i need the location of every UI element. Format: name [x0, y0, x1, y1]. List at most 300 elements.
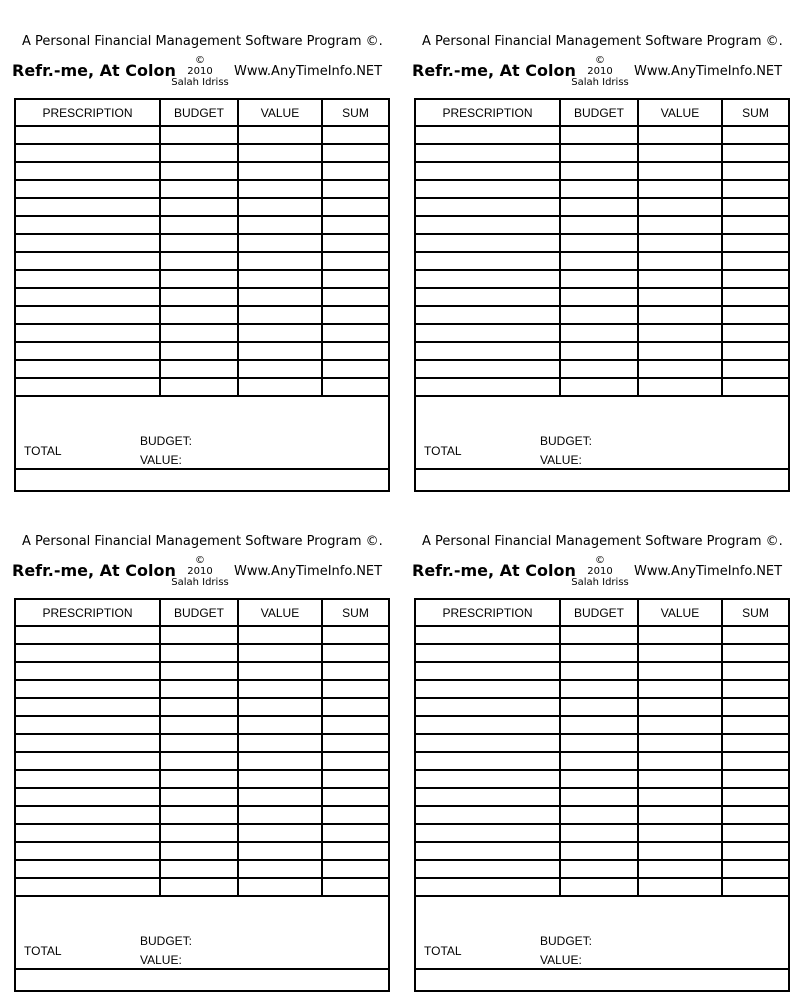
- entry-cell[interactable]: [322, 378, 388, 396]
- form-sheet: [414, 98, 790, 492]
- entry-cell[interactable]: [322, 662, 388, 680]
- entry-cell[interactable]: [416, 626, 560, 644]
- value-total-label: VALUE:: [540, 453, 582, 467]
- entry-cell[interactable]: [416, 288, 560, 306]
- column-header: PRESCRIPTION: [16, 100, 160, 126]
- entry-cell[interactable]: [722, 626, 788, 644]
- entry-cell[interactable]: [560, 644, 638, 662]
- brand-title: Refr.-me, At Colon: [12, 61, 176, 80]
- budget-total-label: BUDGET:: [140, 434, 193, 448]
- entry-cell[interactable]: [416, 180, 560, 198]
- entry-cell[interactable]: [160, 878, 238, 896]
- entry-cell[interactable]: [638, 180, 722, 198]
- entry-cell[interactable]: [638, 788, 722, 806]
- entry-cell[interactable]: [560, 662, 638, 680]
- entry-cell[interactable]: [722, 878, 788, 896]
- copyright-symbol: ©: [595, 55, 605, 66]
- divider: [416, 468, 788, 470]
- entry-cell[interactable]: [722, 180, 788, 198]
- entry-cell[interactable]: [638, 342, 722, 360]
- entry-cell[interactable]: [322, 824, 388, 842]
- copyright-symbol: ©: [195, 555, 205, 566]
- entry-cell[interactable]: [238, 324, 322, 342]
- entry-cell[interactable]: [638, 252, 722, 270]
- entry-cell[interactable]: [322, 252, 388, 270]
- entry-cell[interactable]: [638, 288, 722, 306]
- entry-cell[interactable]: [638, 144, 722, 162]
- entry-cell[interactable]: [638, 806, 722, 824]
- entry-cell[interactable]: [238, 252, 322, 270]
- entry-cell[interactable]: [16, 770, 160, 788]
- entry-cell[interactable]: [322, 716, 388, 734]
- total-label: TOTAL: [24, 944, 62, 958]
- entry-cell[interactable]: [160, 644, 238, 662]
- entry-cell[interactable]: [322, 698, 388, 716]
- entry-cell[interactable]: [238, 716, 322, 734]
- form-sheet: [14, 598, 390, 992]
- entry-cell[interactable]: [560, 770, 638, 788]
- entry-cell[interactable]: [160, 698, 238, 716]
- entry-cell[interactable]: [416, 378, 560, 396]
- entry-cell[interactable]: [560, 198, 638, 216]
- entry-cell[interactable]: [238, 234, 322, 252]
- entry-cell[interactable]: [722, 752, 788, 770]
- entry-cell[interactable]: [638, 306, 722, 324]
- entry-cell[interactable]: [638, 216, 722, 234]
- entry-cell[interactable]: [722, 806, 788, 824]
- budget-total-label: BUDGET:: [140, 934, 193, 948]
- entry-cell[interactable]: [238, 788, 322, 806]
- entry-cell[interactable]: [160, 162, 238, 180]
- entry-cell[interactable]: [416, 126, 560, 144]
- entry-cell[interactable]: [16, 216, 160, 234]
- entry-cell[interactable]: [560, 626, 638, 644]
- entry-cell[interactable]: [416, 770, 560, 788]
- entry-cell[interactable]: [638, 842, 722, 860]
- entry-cell[interactable]: [16, 860, 160, 878]
- entry-cell[interactable]: [16, 144, 160, 162]
- entry-cell[interactable]: [722, 716, 788, 734]
- entry-cell[interactable]: [16, 324, 160, 342]
- entry-cell[interactable]: [722, 824, 788, 842]
- author-name: Salah Idriss: [171, 77, 229, 88]
- entry-cell[interactable]: [238, 216, 322, 234]
- entry-cell[interactable]: [416, 144, 560, 162]
- entry-cell[interactable]: [722, 198, 788, 216]
- entry-cell[interactable]: [722, 842, 788, 860]
- entry-cell[interactable]: [160, 144, 238, 162]
- entry-cell[interactable]: [16, 662, 160, 680]
- entry-cell[interactable]: [322, 770, 388, 788]
- entry-cell[interactable]: [322, 626, 388, 644]
- column-header: BUDGET: [160, 600, 238, 626]
- entry-cell[interactable]: [238, 288, 322, 306]
- budget-form-card: [412, 500, 800, 970]
- divider: [16, 968, 388, 970]
- entry-cell[interactable]: [560, 842, 638, 860]
- entry-cell[interactable]: [160, 734, 238, 752]
- entry-cell[interactable]: [416, 306, 560, 324]
- column-header: SUM: [722, 600, 788, 626]
- total-section: [16, 933, 388, 970]
- entry-cell[interactable]: [560, 126, 638, 144]
- budget-total-label: BUDGET:: [540, 934, 593, 948]
- entry-cell[interactable]: [238, 734, 322, 752]
- entry-cell[interactable]: [722, 378, 788, 396]
- column-header: SUM: [322, 600, 388, 626]
- entry-cell[interactable]: [416, 234, 560, 252]
- entry-cell[interactable]: [16, 626, 160, 644]
- entry-cell[interactable]: [16, 788, 160, 806]
- tagline: A Personal Financial Management Software Program ©.: [422, 34, 783, 49]
- entry-cell[interactable]: [416, 698, 560, 716]
- entry-cell[interactable]: [322, 806, 388, 824]
- entry-cell[interactable]: [638, 126, 722, 144]
- copyright-block: [560, 56, 640, 88]
- total-section: [416, 933, 788, 970]
- entry-cell[interactable]: [560, 788, 638, 806]
- tagline: A Personal Financial Management Software Program ©.: [22, 34, 383, 49]
- column-header: VALUE: [638, 600, 722, 626]
- entry-cell[interactable]: [238, 770, 322, 788]
- entry-cell[interactable]: [238, 306, 322, 324]
- entry-cell[interactable]: [160, 770, 238, 788]
- entry-cell[interactable]: [16, 716, 160, 734]
- entry-cell[interactable]: [722, 324, 788, 342]
- column-header: SUM: [322, 100, 388, 126]
- column-header: VALUE: [238, 600, 322, 626]
- entry-cell[interactable]: [16, 288, 160, 306]
- entry-cell[interactable]: [722, 270, 788, 288]
- entry-cell[interactable]: [322, 860, 388, 878]
- entry-cell[interactable]: [160, 662, 238, 680]
- entry-cell[interactable]: [16, 644, 160, 662]
- entry-cell[interactable]: [322, 342, 388, 360]
- entry-cell[interactable]: [638, 716, 722, 734]
- entry-cell[interactable]: [560, 324, 638, 342]
- entry-cell[interactable]: [160, 626, 238, 644]
- entry-cell[interactable]: [722, 680, 788, 698]
- budget-total-label: BUDGET:: [540, 434, 593, 448]
- entry-cell[interactable]: [560, 288, 638, 306]
- entry-cell[interactable]: [560, 698, 638, 716]
- entry-cell[interactable]: [322, 878, 388, 896]
- entry-cell[interactable]: [322, 126, 388, 144]
- entry-cell[interactable]: [416, 824, 560, 842]
- entry-cell[interactable]: [560, 234, 638, 252]
- column-header: BUDGET: [160, 100, 238, 126]
- column-header: BUDGET: [560, 100, 638, 126]
- entry-cell[interactable]: [160, 788, 238, 806]
- entry-cell[interactable]: [160, 270, 238, 288]
- entry-cell[interactable]: [322, 198, 388, 216]
- entry-cell[interactable]: [416, 680, 560, 698]
- entry-cell[interactable]: [560, 378, 638, 396]
- entry-cell[interactable]: [238, 144, 322, 162]
- budget-form-card: [12, 0, 402, 470]
- entry-cell[interactable]: [160, 752, 238, 770]
- entry-cell[interactable]: [638, 698, 722, 716]
- entry-cell[interactable]: [160, 126, 238, 144]
- entry-cell[interactable]: [322, 162, 388, 180]
- entry-cell[interactable]: [160, 306, 238, 324]
- entry-cell[interactable]: [560, 342, 638, 360]
- brand-title: Refr.-me, At Colon: [12, 561, 176, 580]
- entry-cell[interactable]: [238, 644, 322, 662]
- entry-cell[interactable]: [638, 162, 722, 180]
- total-section: [16, 433, 388, 470]
- entry-cell[interactable]: [322, 842, 388, 860]
- website-link: Www.AnyTimeInfo.NET: [634, 564, 783, 579]
- entry-cell[interactable]: [238, 698, 322, 716]
- entry-cell[interactable]: [416, 644, 560, 662]
- entry-cell[interactable]: [638, 680, 722, 698]
- entry-cell[interactable]: [16, 360, 160, 378]
- entry-cell[interactable]: [322, 324, 388, 342]
- entry-cell[interactable]: [16, 306, 160, 324]
- entry-cell[interactable]: [560, 716, 638, 734]
- entry-cell[interactable]: [416, 878, 560, 896]
- entry-cell[interactable]: [722, 644, 788, 662]
- entry-cell[interactable]: [160, 288, 238, 306]
- entry-cell[interactable]: [238, 662, 322, 680]
- entry-cell[interactable]: [416, 270, 560, 288]
- copyright-block: [560, 556, 640, 588]
- entry-cell[interactable]: [160, 824, 238, 842]
- entry-cell[interactable]: [638, 234, 722, 252]
- entry-cell[interactable]: [16, 198, 160, 216]
- column-header: PRESCRIPTION: [16, 600, 160, 626]
- entry-cell[interactable]: [322, 216, 388, 234]
- entry-cell[interactable]: [322, 180, 388, 198]
- entry-cell[interactable]: [16, 378, 160, 396]
- entry-cell[interactable]: [416, 842, 560, 860]
- entry-cell[interactable]: [16, 252, 160, 270]
- entry-cell[interactable]: [322, 752, 388, 770]
- entry-cell[interactable]: [722, 770, 788, 788]
- entry-cell[interactable]: [638, 770, 722, 788]
- entry-cell[interactable]: [160, 180, 238, 198]
- entry-cell[interactable]: [560, 360, 638, 378]
- entry-cell[interactable]: [722, 216, 788, 234]
- entry-cell[interactable]: [322, 234, 388, 252]
- entry-cell[interactable]: [238, 860, 322, 878]
- entry-cell[interactable]: [722, 360, 788, 378]
- entry-cell[interactable]: [238, 752, 322, 770]
- entry-cell[interactable]: [238, 126, 322, 144]
- entry-cell[interactable]: [638, 878, 722, 896]
- divider: [16, 468, 388, 470]
- entry-cell[interactable]: [638, 860, 722, 878]
- entry-cell[interactable]: [160, 806, 238, 824]
- entry-cell[interactable]: [638, 626, 722, 644]
- entry-cell[interactable]: [416, 788, 560, 806]
- author-name: Salah Idriss: [171, 577, 229, 588]
- entry-cell[interactable]: [238, 824, 322, 842]
- copyright-year: 2010: [587, 566, 613, 577]
- budget-form-card: [12, 500, 402, 970]
- entry-cell[interactable]: [560, 752, 638, 770]
- entry-cell[interactable]: [160, 234, 238, 252]
- entry-cell[interactable]: [322, 734, 388, 752]
- entry-cell[interactable]: [638, 824, 722, 842]
- total-section: [416, 433, 788, 470]
- entry-cell[interactable]: [160, 342, 238, 360]
- entry-cell[interactable]: [238, 878, 322, 896]
- entry-cell[interactable]: [160, 216, 238, 234]
- entry-cell[interactable]: [160, 198, 238, 216]
- entry-cell[interactable]: [322, 144, 388, 162]
- entry-cell[interactable]: [16, 180, 160, 198]
- entry-cell[interactable]: [238, 378, 322, 396]
- entry-cell[interactable]: [238, 806, 322, 824]
- entry-cell[interactable]: [560, 878, 638, 896]
- entry-cell[interactable]: [16, 270, 160, 288]
- entry-cell[interactable]: [322, 788, 388, 806]
- website-link: Www.AnyTimeInfo.NET: [234, 64, 383, 79]
- entry-cell[interactable]: [560, 180, 638, 198]
- entry-cell[interactable]: [560, 252, 638, 270]
- entry-cell[interactable]: [322, 360, 388, 378]
- entry-cell[interactable]: [722, 698, 788, 716]
- entry-cell[interactable]: [722, 288, 788, 306]
- entry-cell[interactable]: [560, 806, 638, 824]
- entry-cell[interactable]: [638, 324, 722, 342]
- entry-cell[interactable]: [560, 270, 638, 288]
- entry-cell[interactable]: [416, 360, 560, 378]
- entry-cell[interactable]: [416, 662, 560, 680]
- budget-form-card: [412, 0, 800, 470]
- entry-cell[interactable]: [722, 788, 788, 806]
- entry-cell[interactable]: [416, 162, 560, 180]
- entry-cell[interactable]: [238, 342, 322, 360]
- entry-cell[interactable]: [638, 644, 722, 662]
- entry-cell[interactable]: [416, 860, 560, 878]
- entry-table: [416, 600, 788, 897]
- entry-cell[interactable]: [638, 734, 722, 752]
- entry-cell[interactable]: [416, 752, 560, 770]
- entry-cell[interactable]: [16, 806, 160, 824]
- entry-cell[interactable]: [722, 662, 788, 680]
- entry-cell[interactable]: [238, 270, 322, 288]
- copyright-symbol: ©: [595, 555, 605, 566]
- entry-cell[interactable]: [416, 716, 560, 734]
- entry-cell[interactable]: [16, 842, 160, 860]
- entry-cell[interactable]: [322, 680, 388, 698]
- entry-cell[interactable]: [160, 378, 238, 396]
- total-label: TOTAL: [424, 944, 462, 958]
- entry-cell[interactable]: [560, 144, 638, 162]
- tagline: A Personal Financial Management Software Program ©.: [22, 534, 383, 549]
- entry-cell[interactable]: [160, 842, 238, 860]
- entry-cell[interactable]: [722, 306, 788, 324]
- entry-cell[interactable]: [238, 360, 322, 378]
- entry-cell[interactable]: [16, 752, 160, 770]
- column-header: VALUE: [638, 100, 722, 126]
- entry-cell[interactable]: [322, 288, 388, 306]
- entry-cell[interactable]: [638, 662, 722, 680]
- tagline: A Personal Financial Management Software Program ©.: [422, 534, 783, 549]
- entry-cell[interactable]: [322, 270, 388, 288]
- entry-cell[interactable]: [16, 878, 160, 896]
- entry-cell[interactable]: [16, 234, 160, 252]
- website-link: Www.AnyTimeInfo.NET: [234, 564, 383, 579]
- brand-title: Refr.-me, At Colon: [412, 561, 576, 580]
- entry-cell[interactable]: [322, 644, 388, 662]
- entry-cell[interactable]: [16, 680, 160, 698]
- entry-cell[interactable]: [722, 234, 788, 252]
- entry-cell[interactable]: [638, 360, 722, 378]
- author-name: Salah Idriss: [571, 577, 629, 588]
- entry-cell[interactable]: [238, 198, 322, 216]
- entry-cell[interactable]: [160, 860, 238, 878]
- entry-cell[interactable]: [16, 824, 160, 842]
- entry-cell[interactable]: [722, 162, 788, 180]
- entry-cell[interactable]: [638, 270, 722, 288]
- entry-cell[interactable]: [16, 734, 160, 752]
- entry-cell[interactable]: [16, 126, 160, 144]
- entry-cell[interactable]: [16, 162, 160, 180]
- entry-cell[interactable]: [416, 342, 560, 360]
- entry-cell[interactable]: [416, 324, 560, 342]
- website-link: Www.AnyTimeInfo.NET: [634, 64, 783, 79]
- entry-cell[interactable]: [560, 860, 638, 878]
- entry-cell[interactable]: [416, 806, 560, 824]
- entry-cell[interactable]: [160, 360, 238, 378]
- entry-cell[interactable]: [160, 252, 238, 270]
- copyright-block: [160, 56, 240, 88]
- entry-table: [16, 100, 388, 397]
- entry-cell[interactable]: [238, 180, 322, 198]
- entry-cell[interactable]: [238, 680, 322, 698]
- form-sheet: [14, 98, 390, 492]
- entry-cell[interactable]: [722, 126, 788, 144]
- entry-cell[interactable]: [16, 698, 160, 716]
- entry-cell[interactable]: [560, 162, 638, 180]
- entry-cell[interactable]: [638, 198, 722, 216]
- entry-cell[interactable]: [560, 680, 638, 698]
- entry-cell[interactable]: [416, 734, 560, 752]
- entry-cell[interactable]: [160, 716, 238, 734]
- entry-cell[interactable]: [16, 342, 160, 360]
- total-label: TOTAL: [424, 444, 462, 458]
- entry-cell[interactable]: [722, 860, 788, 878]
- entry-cell[interactable]: [560, 306, 638, 324]
- entry-cell[interactable]: [238, 842, 322, 860]
- entry-cell[interactable]: [638, 752, 722, 770]
- entry-cell[interactable]: [722, 734, 788, 752]
- entry-cell[interactable]: [722, 144, 788, 162]
- entry-cell[interactable]: [322, 306, 388, 324]
- entry-cell[interactable]: [560, 216, 638, 234]
- entry-cell[interactable]: [238, 626, 322, 644]
- value-total-label: VALUE:: [140, 953, 182, 967]
- entry-cell[interactable]: [722, 342, 788, 360]
- entry-cell[interactable]: [238, 162, 322, 180]
- entry-cell[interactable]: [416, 198, 560, 216]
- entry-cell[interactable]: [416, 216, 560, 234]
- entry-cell[interactable]: [416, 252, 560, 270]
- total-label: TOTAL: [24, 444, 62, 458]
- entry-cell[interactable]: [560, 734, 638, 752]
- entry-cell[interactable]: [560, 824, 638, 842]
- entry-cell[interactable]: [160, 324, 238, 342]
- form-sheet: [414, 598, 790, 992]
- entry-cell[interactable]: [638, 378, 722, 396]
- entry-cell[interactable]: [722, 252, 788, 270]
- entry-cell[interactable]: [160, 680, 238, 698]
- brand-title: Refr.-me, At Colon: [412, 61, 576, 80]
